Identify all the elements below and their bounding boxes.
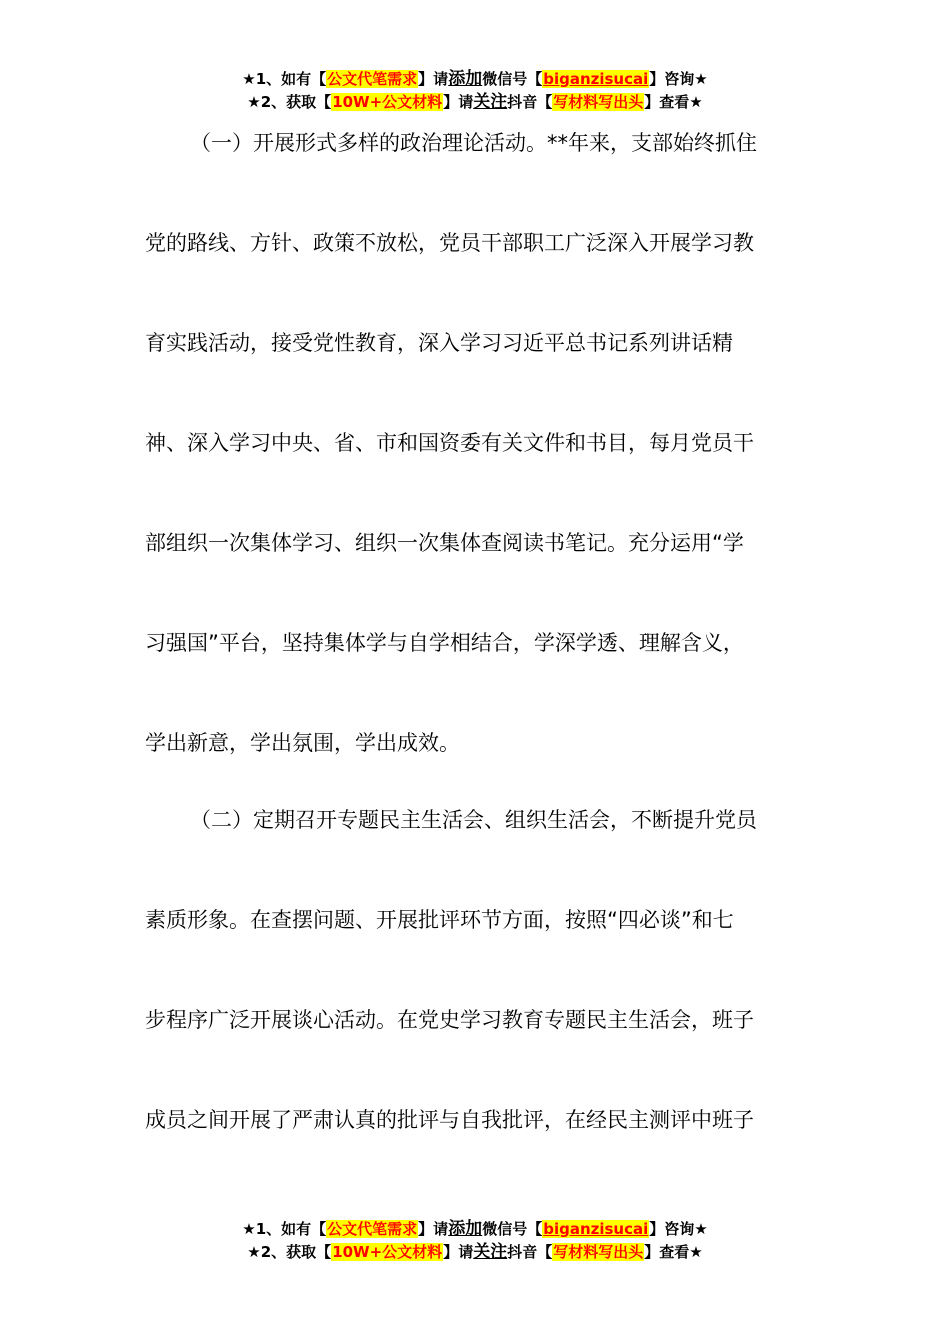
banner-line-2 (0, 1241, 950, 1264)
text-line: 部组织一次集体学习、组织一次集体查阅读书笔记。充分运用“学 (145, 531, 744, 555)
banner-text: 】查看★ (644, 1243, 703, 1261)
highlight-douyin-account: 写材料写出头 (553, 1243, 644, 1261)
paragraph-1 (145, 120, 795, 820)
text-line: 党的路线、方针、政策不放松，党员干部职工广泛深入开展学习教 (145, 231, 754, 255)
banner-text: ★1、如有【 (242, 1220, 327, 1238)
text-line: 育实践活动，接受党性教育，深入学习习近平总书记系列讲话精 (145, 331, 733, 355)
banner-text: 】请 (418, 1220, 449, 1238)
top-banner (0, 68, 950, 114)
banner-text: ★1、如有【 (242, 70, 327, 88)
banner-line-1 (0, 1218, 950, 1241)
banner-text: 微信号【 (482, 70, 543, 88)
banner-text: ★2、获取【 (247, 1243, 332, 1261)
text-line: 学出新意，学出氛围，学出成效。 (145, 731, 460, 755)
highlight-wechat-id: biganzisucai (543, 70, 649, 88)
text-line: 神、深入学习中央、省、市和国资委有关文件和书目，每月党员干 (145, 431, 754, 455)
emphasis-text: 关注 (473, 92, 508, 112)
bottom-banner (0, 1218, 950, 1264)
highlight-wechat-id: biganzisucai (543, 1220, 649, 1238)
text-line: 习强国”平台，坚持集体学与自学相结合，学深学透、理解含义， (145, 631, 744, 655)
paragraph-2 (145, 797, 795, 1197)
highlight-materials: 10W+公文材料 (332, 93, 443, 111)
banner-text: 】请 (418, 70, 449, 88)
banner-text: 】查看★ (644, 93, 703, 111)
emphasis-text: 添加 (448, 1219, 483, 1239)
banner-text: 】咨询★ (649, 70, 708, 88)
text-line: 成员之间开展了严肃认真的批评与自我批评，在经民主测评中班子 (145, 1108, 754, 1132)
highlight-service: 公文代笔需求 (327, 1220, 418, 1238)
banner-text: 】咨询★ (649, 1220, 708, 1238)
emphasis-text: 添加 (448, 69, 483, 89)
banner-text: 微信号【 (482, 1220, 543, 1238)
banner-text: 抖音【 (507, 93, 553, 111)
banner-line-1 (0, 68, 950, 91)
banner-line-2 (0, 91, 950, 114)
document-body (145, 120, 795, 1197)
highlight-materials: 10W+公文材料 (332, 1243, 443, 1261)
highlight-douyin-account: 写材料写出头 (553, 93, 644, 111)
highlight-service: 公文代笔需求 (327, 70, 418, 88)
banner-text: 】请 (443, 93, 474, 111)
banner-text: 】请 (443, 1243, 474, 1261)
text-line: （一）开展形式多样的政治理论活动。**年来，支部始终抓住 (190, 131, 757, 155)
text-line: 素质形象。在查摆问题、开展批评环节方面，按照“四必谈”和七 (145, 908, 734, 932)
text-line: （二）定期召开专题民主生活会、组织生活会，不断提升党员 (190, 808, 757, 832)
text-line: 步程序广泛开展谈心活动。在党史学习教育专题民主生活会，班子 (145, 1008, 754, 1032)
emphasis-text: 关注 (473, 1242, 508, 1262)
banner-text: 抖音【 (507, 1243, 553, 1261)
banner-text: ★2、获取【 (247, 93, 332, 111)
